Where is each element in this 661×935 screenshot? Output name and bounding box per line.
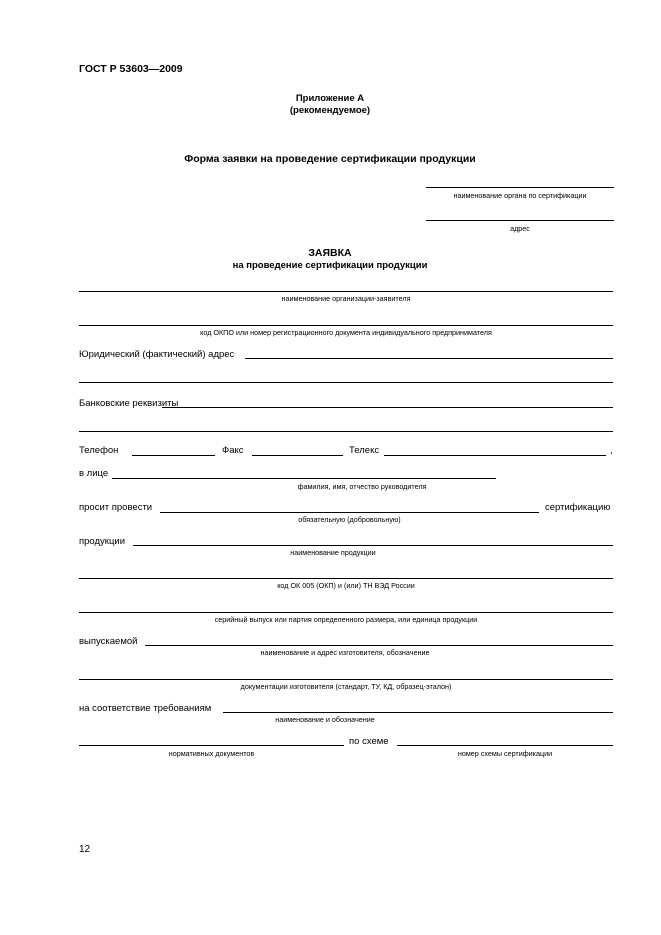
- request-caption: обязательную (добровольную): [298, 515, 401, 524]
- legal-address-label: Юридический (фактический) адрес: [79, 349, 235, 360]
- telex-comma: ,: [610, 445, 613, 456]
- page-number: 12: [79, 844, 91, 855]
- bank-details-line-2[interactable]: [79, 431, 613, 432]
- serial-line[interactable]: [79, 612, 613, 613]
- scheme-label: по схеме: [349, 736, 389, 747]
- person-label: в лице: [79, 468, 109, 479]
- bank-details-line[interactable]: [162, 407, 613, 408]
- scheme-caption: номер схемы сертификации: [457, 749, 553, 758]
- certification-body-line[interactable]: [426, 187, 614, 188]
- person-line[interactable]: [112, 478, 496, 479]
- legal-address-line-2[interactable]: [79, 382, 613, 383]
- normative-docs-line[interactable]: [79, 745, 344, 746]
- telex-label: Телекс: [349, 445, 380, 456]
- request-label: просит провести: [79, 502, 153, 513]
- serial-caption: серийный выпуск или партия определенного размера, или единица продукции: [214, 615, 478, 624]
- normative-docs-caption: нормативных документов: [168, 749, 255, 758]
- request-type-line[interactable]: [160, 512, 539, 513]
- organization-caption: наименование организации-заявителя: [281, 294, 411, 303]
- standard-number: ГОСТ Р 53603—2009: [79, 63, 183, 75]
- manufacturer-caption: наименование и адрес изготовителя, обозначение: [260, 648, 430, 657]
- organization-line[interactable]: [79, 291, 613, 292]
- annex-subtitle: (рекомендуемое): [289, 105, 371, 116]
- manufacturer-docs-line[interactable]: [79, 679, 613, 680]
- okpo-caption: код ОКПО или номер регистрационного документа индивидуального предпринимателя: [200, 328, 492, 337]
- certification-body-caption: наименование органа по сертификации: [453, 191, 587, 200]
- person-caption: фамилия, имя, отчество руководителя: [297, 482, 427, 491]
- compliance-caption: наименование и обозначение: [275, 715, 375, 724]
- bank-details-label: Банковские реквизиты: [79, 398, 179, 409]
- fax-line[interactable]: [252, 455, 343, 456]
- okpo-line[interactable]: [79, 325, 613, 326]
- okp-line[interactable]: [79, 578, 613, 579]
- compliance-line[interactable]: [223, 712, 613, 713]
- product-label: продукции: [79, 536, 126, 547]
- product-caption: наименование продукции: [290, 548, 376, 557]
- application-subtitle: на проведение сертификации продукции: [232, 260, 428, 271]
- annex-title: Приложение А: [295, 93, 365, 104]
- okp-caption: код ОК 005 (ОКП) и (или) ТН ВЭД России: [277, 581, 415, 590]
- fax-label: Факс: [222, 445, 244, 456]
- product-line[interactable]: [133, 545, 613, 546]
- certification-body-address-caption: адрес: [510, 224, 530, 233]
- manufacturer-docs-caption: документации изготовителя (стандарт, ТУ, КД, образец-эталон): [240, 682, 452, 691]
- legal-address-line[interactable]: [245, 358, 613, 359]
- request-suffix: сертификацию: [545, 502, 611, 513]
- form-title: Форма заявки на проведение сертификации продукции: [184, 153, 476, 165]
- manufacturer-line[interactable]: [145, 645, 613, 646]
- manufactured-label: выпускаемой: [79, 636, 138, 647]
- phone-label: Телефон: [79, 445, 119, 456]
- certification-body-address-line[interactable]: [426, 220, 614, 221]
- phone-line[interactable]: [132, 455, 215, 456]
- scheme-line[interactable]: [397, 745, 613, 746]
- application-title: ЗАЯВКА: [308, 247, 352, 259]
- compliance-label: на соответствие требованиям: [79, 703, 212, 714]
- telex-line[interactable]: [384, 455, 606, 456]
